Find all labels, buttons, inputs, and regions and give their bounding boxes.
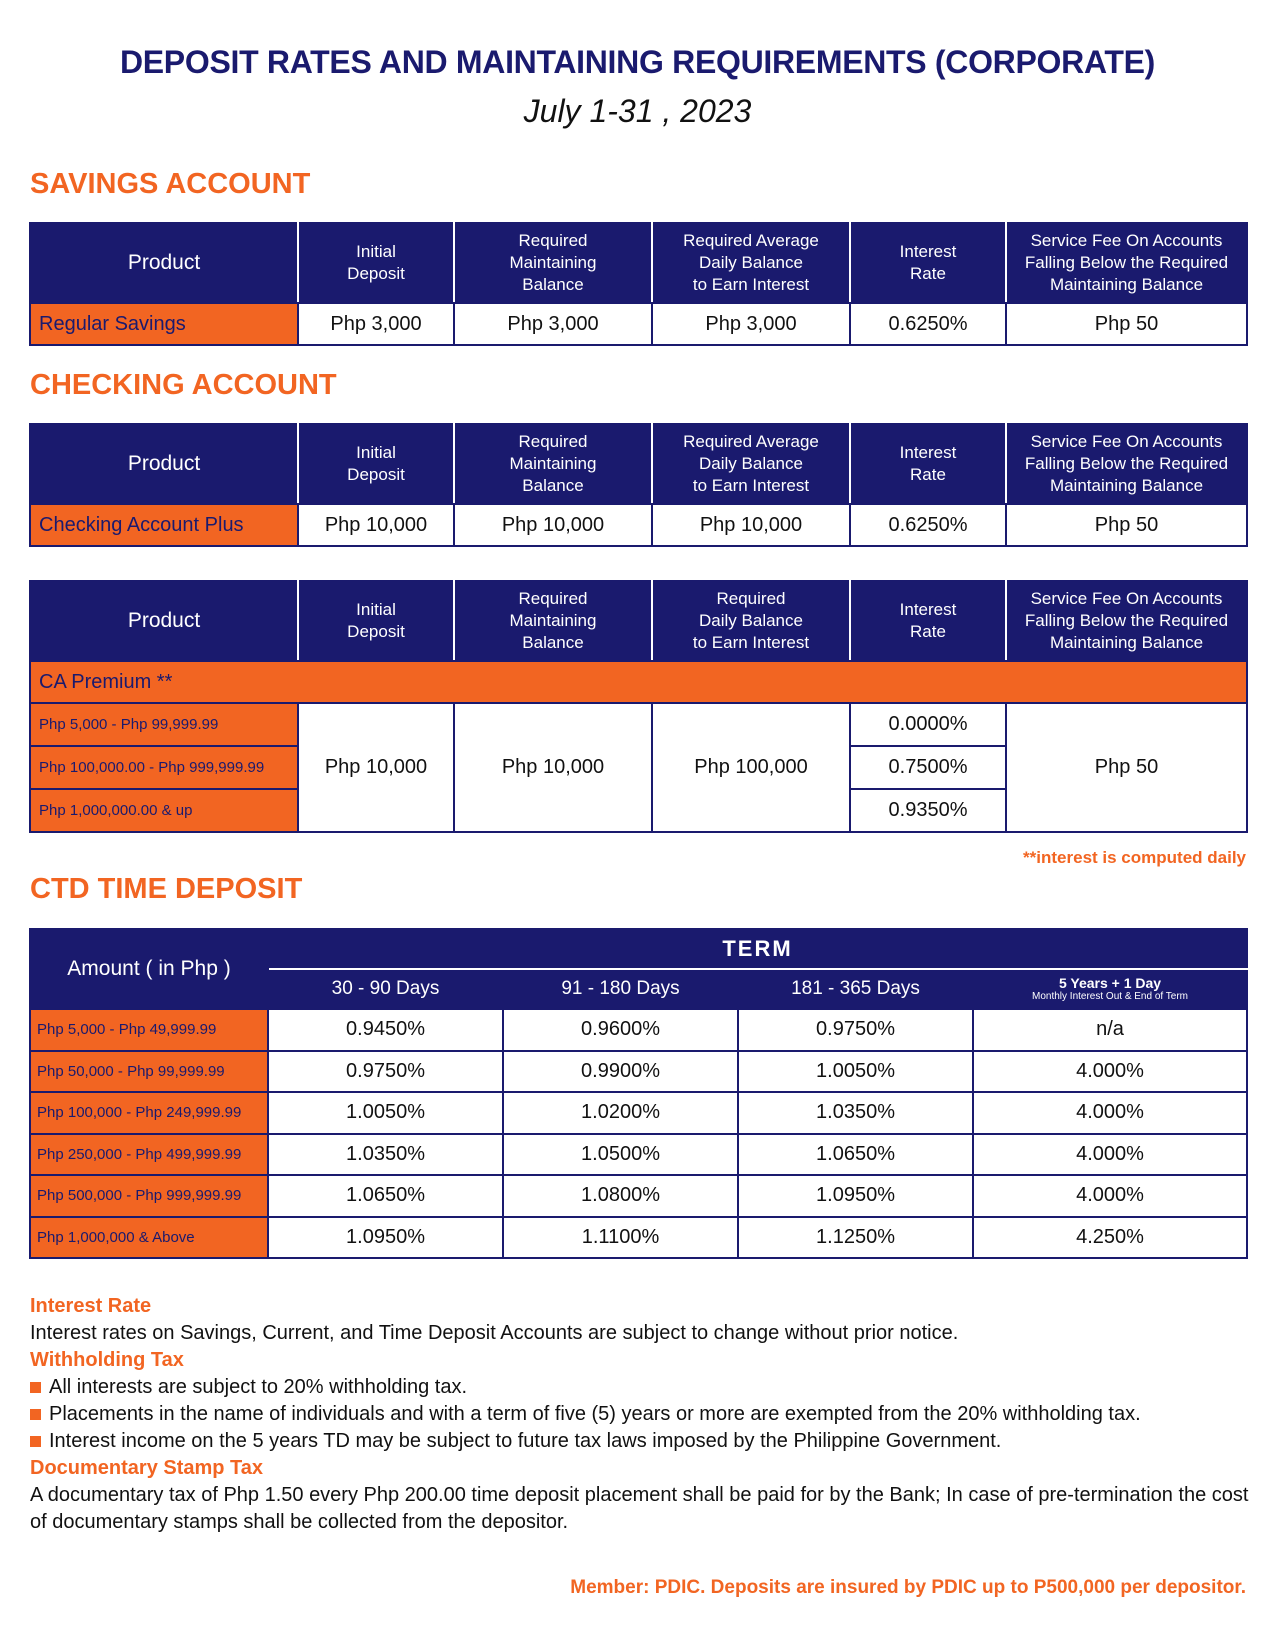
service-fee: Php 50: [1006, 303, 1247, 345]
documentary-stamp-tax-text: A documentary tax of Php 1.50 every Php 200.00 time deposit placement shall be paid for by the Bank; In case of pre-termination the cost of documentary stamps shall be collected from the depositor.: [30, 1484, 1249, 1533]
ca-premium-band: CA Premium **: [30, 661, 1247, 703]
product-name: Checking Account Plus: [30, 504, 298, 546]
header-product: Product: [30, 424, 298, 504]
required-daily-balance: Php 100,000: [652, 703, 850, 832]
rate-term-3: 1.1250%: [738, 1217, 973, 1259]
bullet-text: All interests are subject to 20% withholding tax.: [49, 1376, 467, 1398]
checking-section-title: CHECKING ACCOUNT: [30, 369, 337, 401]
header-maintaining-balance: Required Maintaining Balance: [454, 223, 652, 303]
page-title: DEPOSIT RATES AND MAINTAINING REQUIREMENTS (CORPORATE): [119, 44, 1156, 80]
header-interest-rate: Interest Rate: [850, 223, 1006, 303]
header-interest-rate: Interest Rate: [850, 581, 1006, 661]
service-fee: Php 50: [1006, 504, 1247, 546]
rate-term-1: 1.0350%: [268, 1134, 503, 1176]
maintaining-balance: Php 3,000: [454, 303, 652, 345]
header-term-3: 181 - 365 Days: [738, 969, 973, 1009]
bullet-text: Interest income on the 5 years TD may be subject to future tax laws imposed by the Philippine Government.: [49, 1430, 1002, 1452]
rate-term-3: 1.0350%: [738, 1092, 973, 1134]
header-term-1: 30 - 90 Days: [268, 969, 503, 1009]
term-4-main: 5 Years + 1 Day: [1058, 975, 1162, 991]
header-adb: Required Average Daily Balance to Earn Interest: [652, 424, 850, 504]
rate-term-2: 0.9900%: [503, 1051, 738, 1093]
interest-rate: 0.6250%: [850, 504, 1006, 546]
time-deposit-table: [29, 928, 1248, 1259]
header-interest-rate: Interest Rate: [850, 424, 1006, 504]
amount-range: Php 1,000,000 & Above: [30, 1217, 268, 1259]
rate-term-4: 4.000%: [973, 1092, 1247, 1134]
bullet-icon: [30, 1382, 41, 1393]
header-required-daily-balance: Required Daily Balance to Earn Interest: [652, 581, 850, 661]
bullet-text: Placements in the name of individuals and with a term of five (5) years or more are exempted from the 20% withholding tax.: [49, 1403, 1141, 1425]
notes-section: [30, 1293, 1250, 1536]
header-maintaining-balance: Required Maintaining Balance: [454, 424, 652, 504]
interest-daily-note: **interest is computed daily: [1023, 848, 1246, 867]
rate-term-2: 1.1100%: [503, 1217, 738, 1259]
header-term-4: [973, 969, 1247, 1009]
rate-term-4: 4.000%: [973, 1134, 1247, 1176]
adb: Php 10,000: [652, 504, 850, 546]
header-maintaining-balance: Required Maintaining Balance: [454, 581, 652, 661]
header-service-fee: Service Fee On Accounts Falling Below the Required Maintaining Balance: [1006, 223, 1247, 303]
table-row: [30, 504, 1247, 546]
tier-range: Php 5,000 - Php 99,999.99: [30, 703, 298, 746]
header-term-2: 91 - 180 Days: [503, 969, 738, 1009]
interest-rate: 0.9350%: [850, 789, 1006, 832]
interest-rate: 0.7500%: [850, 746, 1006, 789]
amount-range: Php 100,000 - Php 249,999.99: [30, 1092, 268, 1134]
rate-term-1: 0.9450%: [268, 1009, 503, 1051]
amount-range: Php 500,000 - Php 999,999.99: [30, 1175, 268, 1217]
page-subtitle: July 1-31 , 2023: [523, 93, 752, 129]
table-row: [30, 1175, 1247, 1217]
rate-term-2: 0.9600%: [503, 1009, 738, 1051]
tier-range: Php 100,000.00 - Php 999,999.99: [30, 746, 298, 789]
header-product: Product: [30, 223, 298, 303]
savings-section-title: SAVINGS ACCOUNT: [30, 168, 311, 200]
amount-range: Php 50,000 - Php 99,999.99: [30, 1051, 268, 1093]
table-row: [30, 1217, 1247, 1259]
table-row: [30, 1134, 1247, 1176]
table-row: [30, 303, 1247, 345]
bullet-icon: [30, 1409, 41, 1420]
rate-term-2: 1.0200%: [503, 1092, 738, 1134]
maintaining-balance: Php 10,000: [454, 504, 652, 546]
list-item: [30, 1374, 1250, 1401]
withholding-tax-heading: Withholding Tax: [30, 1349, 184, 1371]
table-row: [30, 1051, 1247, 1093]
rate-term-2: 1.0500%: [503, 1134, 738, 1176]
interest-rate: 0.6250%: [850, 303, 1006, 345]
interest-rate: 0.0000%: [850, 703, 1006, 746]
rate-term-3: 1.0950%: [738, 1175, 973, 1217]
term-4-sub: Monthly Interest Out & End of Term: [1032, 991, 1188, 1002]
header-initial-deposit: Initial Deposit: [298, 581, 454, 661]
rate-term-3: 1.0050%: [738, 1051, 973, 1093]
rate-term-1: 1.0950%: [268, 1217, 503, 1259]
header-initial-deposit: Initial Deposit: [298, 223, 454, 303]
header-amount: Amount ( in Php ): [30, 929, 268, 1009]
initial-deposit: Php 3,000: [298, 303, 454, 345]
savings-table: [29, 222, 1248, 346]
rate-term-1: 1.0050%: [268, 1092, 503, 1134]
rate-term-4: 4.250%: [973, 1217, 1247, 1259]
bullet-icon: [30, 1436, 41, 1447]
header-adb: Required Average Daily Balance to Earn Interest: [652, 223, 850, 303]
documentary-stamp-tax-heading: Documentary Stamp Tax: [30, 1457, 264, 1479]
table-row: [30, 1092, 1247, 1134]
amount-range: Php 250,000 - Php 499,999.99: [30, 1134, 268, 1176]
rate-term-4: n/a: [973, 1009, 1247, 1051]
header-service-fee: Service Fee On Accounts Falling Below the Required Maintaining Balance: [1006, 581, 1247, 661]
rate-term-1: 0.9750%: [268, 1051, 503, 1093]
checking-table: [29, 423, 1248, 547]
list-item: [30, 1428, 1250, 1455]
premium-table: [29, 580, 1248, 833]
header-service-fee: Service Fee On Accounts Falling Below the Required Maintaining Balance: [1006, 424, 1247, 504]
adb: Php 3,000: [652, 303, 850, 345]
initial-deposit: Php 10,000: [298, 504, 454, 546]
header-product: Product: [30, 581, 298, 661]
list-item: [30, 1401, 1250, 1428]
interest-rate-text: Interest rates on Savings, Current, and Time Deposit Accounts are subject to change without prior notice.: [30, 1322, 959, 1344]
rate-term-4: 4.000%: [973, 1051, 1247, 1093]
initial-deposit: Php 10,000: [298, 703, 454, 832]
tier-range: Php 1,000,000.00 & up: [30, 789, 298, 832]
service-fee: Php 50: [1006, 703, 1247, 832]
amount-range: Php 5,000 - Php 49,999.99: [30, 1009, 268, 1051]
table-row: [30, 703, 1247, 746]
rate-term-2: 1.0800%: [503, 1175, 738, 1217]
product-name: Regular Savings: [30, 303, 298, 345]
pdic-footer: Member: PDIC. Deposits are insured by PDIC up to P500,000 per depositor.: [570, 1577, 1246, 1598]
interest-rate-heading: Interest Rate: [30, 1295, 152, 1317]
header-initial-deposit: Initial Deposit: [298, 424, 454, 504]
rate-term-3: 1.0650%: [738, 1134, 973, 1176]
rate-term-1: 1.0650%: [268, 1175, 503, 1217]
table-row: [30, 1009, 1247, 1051]
rate-term-3: 0.9750%: [738, 1009, 973, 1051]
rate-term-4: 4.000%: [973, 1175, 1247, 1217]
time-deposit-section-title: CTD TIME DEPOSIT: [30, 873, 303, 905]
maintaining-balance: Php 10,000: [454, 703, 652, 832]
header-term: TERM: [268, 929, 1247, 969]
